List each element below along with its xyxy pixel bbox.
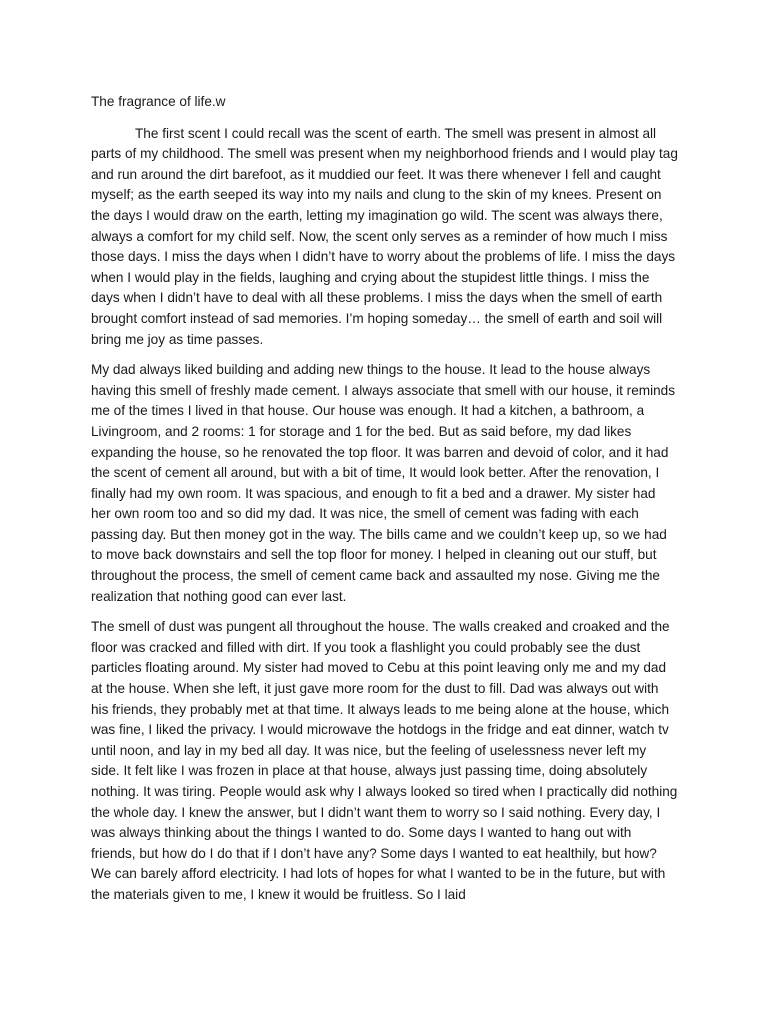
document-body xyxy=(91,92,678,916)
paragraph-cement: My dad always liked building and adding new things to the house. It lead to the house always having this smell of freshly made cement. I always associate that smell with our house, it reminds me of the times I lived in that house. Our house was enough. It had a kitchen, a bathroom, a Livingroom, and 2 rooms: 1 for storage and 1 for the bed. But as said before, my dad likes expanding the house, so he renovated the top floor. It was barren and devoid of color, and it had the scent of cement all around, but with a bit of time, It would look better. After the renovation, I finally had my own room. It was spacious, and enough to fit a bed and a drawer. My sister had her own room too and so did my dad. It was nice, the smell of cement was fading with each passing day. But then money got in the way. The bills came and we couldn’t keep up, so we had to move back downstairs and sell the top floor for money. I helped in cleaning out our stuff, but throughout the process, the smell of cement came back and assaulted my nose. Giving me the realization that nothing good can ever last. xyxy=(91,362,676,604)
paragraph-dust: The smell of dust was pungent all throughout the house. The walls creaked and croaked and the floor was cracked and filled with dirt. If you took a flashlight you could probably see the dust particles floating around. My sister had moved to Cebu at this point leaving only me and my dad at the house. When she left, it just gave more room for the dust to fill. Dad was always out with his friends, they probably met at that time. It always leads to me being alone at the house, which was fine, I liked the privacy. I would microwave the hotdogs in the fridge and eat dinner, watch tv until noon, and lay in my bed all day. It was nice, but the feeling of uselessness never left my side. It felt like I was frozen in place at that house, always just passing time, doing absolutely nothing. It was tiring. People would ask why I always looked so tired when I practically did nothing the whole day. I knew the answer, but I didn’t want them to worry so I said nothing. Every day, I was always thinking about the things I wanted to do. Some days I wanted to hang out with friends, but how do I do that if I don’t have any? Some days I wanted to eat healthily, but how? We can barely afford electricity. I had lots of hopes for what I wanted to be in the future, but with the materials given to me, I knew it would be fruitless. So I laid xyxy=(91,619,678,902)
document-title: The fragrance of life.w xyxy=(91,94,226,109)
paragraph-earth: The first scent I could recall was the scent of earth. The smell was present in almost all parts of my childhood. The smell was present when my neighborhood friends and I would play tag and run around the dirt barefoot, as it muddied our feet. It was there whenever I fell and caught myself; as the earth seeped its way into my nails and clung to the skin of my knees. Present on the days I would draw on the earth, letting my imagination go wild. The scent was always there, always a comfort for my child self. Now, the scent only serves as a reminder of how much I miss those days. I miss the days when I didn’t have to worry about the problems of life. I miss the days when I would play in the fields, laughing and crying about the stupidest little things. I miss the days when I didn’t have to deal with all these problems. I miss the days when the smell of earth brought comfort instead of sad memories. I’m hoping someday… the smell of earth and soil will bring me joy as time passes. xyxy=(91,125,678,347)
